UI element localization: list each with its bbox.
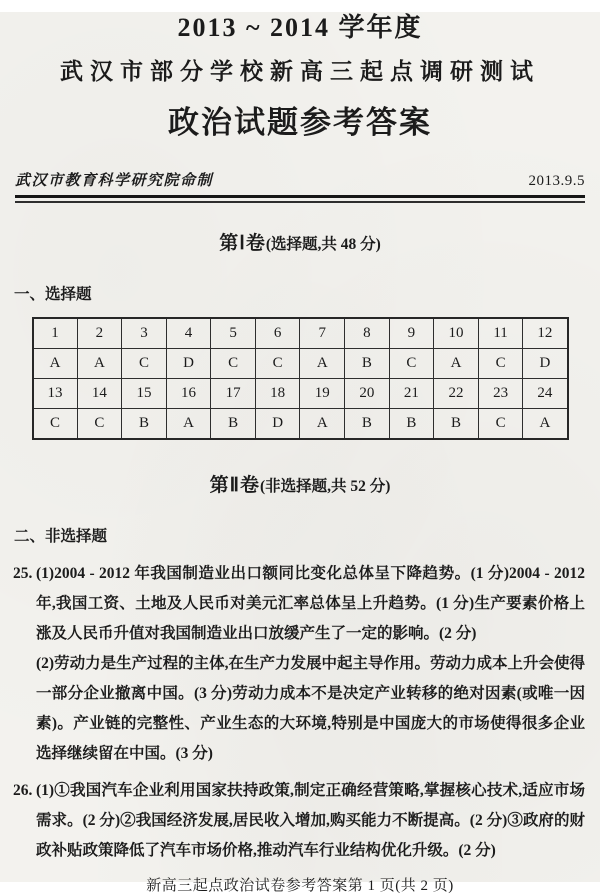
question-number-cell: 22 (434, 379, 479, 409)
question-25-paragraph-2: (2)劳动力是生产过程的主体,在生产力发展中起主导作用。劳动力成本上升会使得一部分企业撤离中国。(3 分)劳动力成本不是决定产业转移的绝对因素(或唯一因素)。产业链的完整性、产业生态的大环境,特别是中国庞大的市场使得很多企业选择继续留在中国。(3 分) (36, 655, 585, 762)
part2-subtitle: (非选择题,共 52 分) (259, 478, 391, 495)
exam-answer-title: 政治试题参考答案 (168, 105, 432, 140)
answer-letter-cell: C (122, 349, 167, 379)
question-number-cell: 18 (255, 379, 300, 409)
answer-letter-cell: C (478, 349, 523, 379)
question-number-cell: 24 (523, 379, 568, 409)
question-number-cell: 8 (345, 318, 390, 349)
answer-letter-cell: A (166, 409, 211, 440)
question-number-cell: 2 (77, 318, 122, 349)
question-number-cell: 13 (33, 379, 78, 409)
answer-letter-cell: C (33, 409, 78, 440)
question-number-cell: 15 (122, 379, 167, 409)
answer-letter-cell: B (345, 409, 390, 440)
question-26-paragraph-1: (1)①我国汽车企业利用国家扶持政策,制定正确经营策略,掌握核心技术,适应市场需求。(2 分)②我国经济发展,居民收入增加,购买能力不断提高。(2 分)③政府的财政补贴政策降低了汽车市场价格,推动汽车行业结构优化升级。(2 分) (36, 782, 585, 859)
answer-table-row (33, 409, 568, 440)
header-divider (15, 195, 585, 203)
answer-table-row (33, 318, 568, 349)
question-number-cell: 10 (434, 318, 479, 349)
exam-year-title: 2013 ~ 2014 学年度 (177, 13, 423, 42)
question-number-cell: 23 (478, 379, 523, 409)
question-25-number: 25. (13, 565, 33, 582)
question-number-cell: 16 (166, 379, 211, 409)
question-number-cell: 17 (211, 379, 256, 409)
question-number-cell: 3 (122, 318, 167, 349)
question-number-cell: 12 (523, 318, 568, 349)
answer-letter-cell: A (77, 349, 122, 379)
question-number-cell: 1 (33, 318, 78, 349)
answer-letter-cell: B (389, 409, 434, 440)
answer-letter-cell: C (478, 409, 523, 440)
part2-heading (0, 470, 600, 497)
answer-letter-cell: A (523, 409, 568, 440)
answer-letter-cell: B (434, 409, 479, 440)
exam-school-title: 武汉市部分学校新高三起点调研测试 (60, 59, 540, 84)
answer-table-row (33, 379, 568, 409)
part1-heading (0, 228, 600, 255)
answer-letter-cell: D (523, 349, 568, 379)
question-26 (0, 776, 585, 866)
issuer-text: 武汉市教育科学研究院命制 (15, 173, 214, 189)
answer-letter-cell: C (389, 349, 434, 379)
answer-letter-cell: C (77, 409, 122, 440)
answer-letter-cell: B (211, 409, 256, 440)
answer-table-row (33, 349, 568, 379)
question-25-paragraph-1: (1)2004 - 2012 年我国制造业出口额同比变化总体呈下降趋势。(1 分)2004 - 2012 年,我国工资、土地及人民币对美元汇率总体呈上升趋势。(1 分)生产要素价格上涨及人民币升值对我国制造业出口放缓产生了一定的影响。(2 分) (36, 565, 585, 642)
answer-letter-cell: D (166, 349, 211, 379)
question-number-cell: 21 (389, 379, 434, 409)
part1-title: 第Ⅰ卷 (219, 233, 266, 254)
question-25 (0, 559, 585, 769)
exam-answer-page (0, 12, 600, 894)
answer-letter-cell: A (434, 349, 479, 379)
question-number-cell: 4 (166, 318, 211, 349)
answer-letter-cell: B (345, 349, 390, 379)
section1-heading: 一、选择题 (14, 286, 92, 303)
questions-area (0, 559, 585, 866)
part2-title: 第Ⅱ卷 (209, 475, 260, 496)
question-number-cell: 7 (300, 318, 345, 349)
question-number-cell: 20 (345, 379, 390, 409)
answer-letter-cell: B (122, 409, 167, 440)
question-number-cell: 14 (77, 379, 122, 409)
question-number-cell: 19 (300, 379, 345, 409)
question-26-number: 26. (13, 782, 33, 799)
exam-date: 2013.9.5 (528, 173, 585, 189)
question-number-cell: 6 (255, 318, 300, 349)
answer-letter-cell: C (211, 349, 256, 379)
page-footer: 新高三起点政治试卷参考答案第 1 页(共 2 页) (146, 878, 454, 894)
part1-subtitle: (选择题,共 48 分) (265, 236, 381, 253)
question-number-cell: 11 (478, 318, 523, 349)
answer-table-body (33, 318, 568, 439)
answer-letter-cell: A (300, 349, 345, 379)
answer-letter-cell: C (255, 349, 300, 379)
answer-letter-cell: D (255, 409, 300, 440)
issuer-line (15, 169, 585, 190)
answer-letter-cell: A (33, 349, 78, 379)
question-number-cell: 9 (389, 318, 434, 349)
question-number-cell: 5 (211, 318, 256, 349)
answer-table (32, 317, 569, 440)
section2-heading: 二、非选择题 (14, 528, 108, 545)
answer-letter-cell: A (300, 409, 345, 440)
